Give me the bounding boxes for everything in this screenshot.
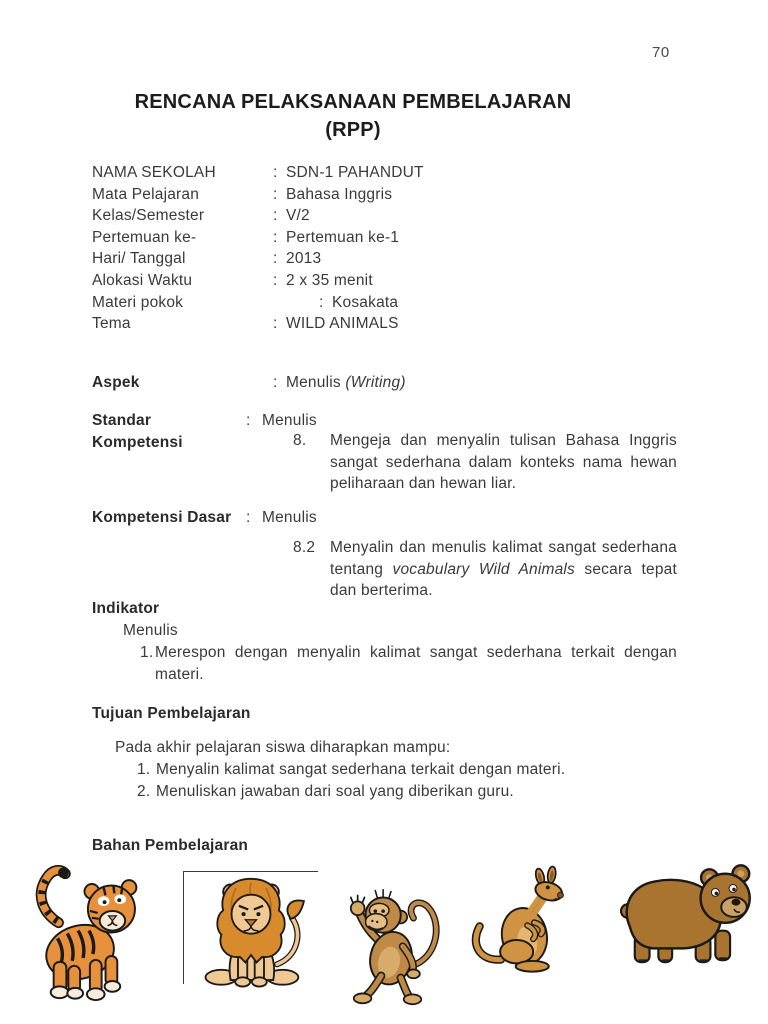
indikator-subheading: Menulis [123, 622, 178, 639]
lion-image [186, 875, 316, 996]
tujuan-item-text: Menyalin kalimat sangat sederhana terkait dengan materi. [156, 761, 566, 778]
field-label: Tema [92, 315, 131, 333]
field-row-tema [92, 313, 652, 335]
tujuan-item [137, 759, 565, 781]
standar-kompetensi-item-number: 8. [293, 432, 307, 449]
indikator-item-number: 1. [140, 644, 154, 661]
tujuan-item-number: 2. [137, 782, 151, 800]
standar-kompetensi-item [293, 430, 677, 495]
document-title [92, 88, 614, 144]
monkey-illustration [330, 872, 448, 1014]
aspek-value [286, 372, 406, 394]
field-value-indented [273, 292, 398, 314]
field-separator: : [273, 207, 278, 225]
kompetensi-dasar-text-italic: vocabulary Wild Animals [392, 560, 576, 578]
indikator-item [140, 642, 677, 685]
field-row-pertemuan [92, 227, 652, 249]
field-separator: : [273, 250, 278, 268]
indikator-item-text: Merespon dengan menyalin kalimat sangat sederhana terkait dengan materi. [155, 644, 677, 683]
page-number: 70 [652, 44, 670, 61]
document-title-line1: RENCANA PELAKSANAAN PEMBELAJARAN [134, 91, 572, 113]
field-row-mata-pelajaran [92, 184, 652, 206]
bear-illustration [597, 858, 760, 968]
tujuan-intro: Pada akhir pelajaran siswa diharapkan mampu: [115, 739, 451, 756]
field-value: 2 x 35 menit [286, 271, 373, 289]
kompetensi-dasar-row [92, 507, 317, 529]
field-row-nama-sekolah [92, 162, 652, 184]
kangaroo-image [466, 866, 578, 976]
aspek-value-text: Menulis [286, 374, 341, 391]
tujuan-item-text: Menuliskan jawaban dari soal yang diberikan guru. [156, 782, 514, 800]
kompetensi-dasar-value: Menulis [262, 509, 317, 526]
kangaroo-illustration [466, 866, 578, 978]
standar-kompetensi-value: Menulis [262, 412, 317, 429]
field-label: Materi pokok [92, 293, 184, 311]
aspek-row [92, 372, 406, 394]
kompetensi-dasar-text-before: Menyalin dan menulis kalimat sangat sederhana tentang [330, 539, 677, 578]
standar-kompetensi-separator: : [246, 412, 251, 429]
standar-kompetensi-label: Standar Kompetensi [92, 412, 183, 451]
field-separator: : [273, 228, 278, 246]
field-separator: : [273, 315, 278, 333]
tiger-illustration [25, 862, 143, 1004]
indikator-heading: Indikator [92, 600, 160, 617]
field-label: Mata Pelajaran [92, 185, 200, 203]
kompetensi-dasar-label: Kompetensi Dasar [92, 509, 232, 526]
standar-kompetensi-item-text: Mengeja dan menyalin tulisan Bahasa Inggris sangat sederhana dalam konteks nama hewan peliharaan dan hewan liar. [330, 432, 677, 493]
lion-image-frame [183, 871, 318, 984]
field-value: SDN-1 PAHANDUT [286, 164, 424, 181]
field-label: Alokasi Waktu [92, 271, 193, 289]
field-separator: : [273, 271, 278, 289]
field-value: Bahasa Inggris [286, 185, 393, 203]
bahan-heading: Bahan Pembelajaran [92, 837, 249, 854]
monkey-image [330, 872, 448, 1010]
field-label: Pertemuan ke- [92, 228, 197, 246]
field-separator: : [319, 293, 324, 311]
kompetensi-dasar-item-number: 8.2 [293, 539, 316, 556]
field-row-materi-pokok [92, 292, 652, 314]
standar-kompetensi-row [92, 410, 317, 453]
kompetensi-dasar-separator: : [246, 509, 251, 526]
aspek-value-italic: (Writing) [345, 374, 406, 391]
field-row-alokasi-waktu [92, 270, 652, 292]
field-row-kelas-semester [92, 205, 652, 227]
field-value: 2013 [286, 250, 322, 268]
field-label: Kelas/Semester [92, 207, 205, 225]
aspek-label: Aspek [92, 374, 140, 391]
field-label: Hari/ Tanggal [92, 250, 186, 268]
kompetensi-dasar-item [293, 537, 677, 602]
tujuan-items [137, 759, 565, 802]
field-label: NAMA SEKOLAH [92, 164, 216, 181]
field-value: V/2 [286, 207, 310, 225]
field-separator: : [273, 164, 278, 181]
kompetensi-dasar-text-after: secara tepat dan berterima. [330, 560, 677, 600]
field-row-hari-tanggal [92, 248, 652, 270]
field-value: Kosakata [332, 293, 399, 311]
tujuan-item [137, 781, 565, 803]
document-title-line2: (RPP) [325, 119, 381, 141]
field-value: WILD ANIMALS [286, 315, 399, 333]
lion-illustration [186, 875, 316, 996]
identity-fields [92, 162, 652, 335]
tujuan-item-number: 1. [137, 761, 151, 778]
tujuan-heading: Tujuan Pembelajaran [92, 705, 251, 722]
bear-image [597, 858, 760, 970]
field-value: Pertemuan ke-1 [286, 228, 400, 246]
tiger-image [25, 862, 143, 1004]
field-separator: : [273, 185, 278, 203]
aspek-separator: : [273, 374, 278, 391]
